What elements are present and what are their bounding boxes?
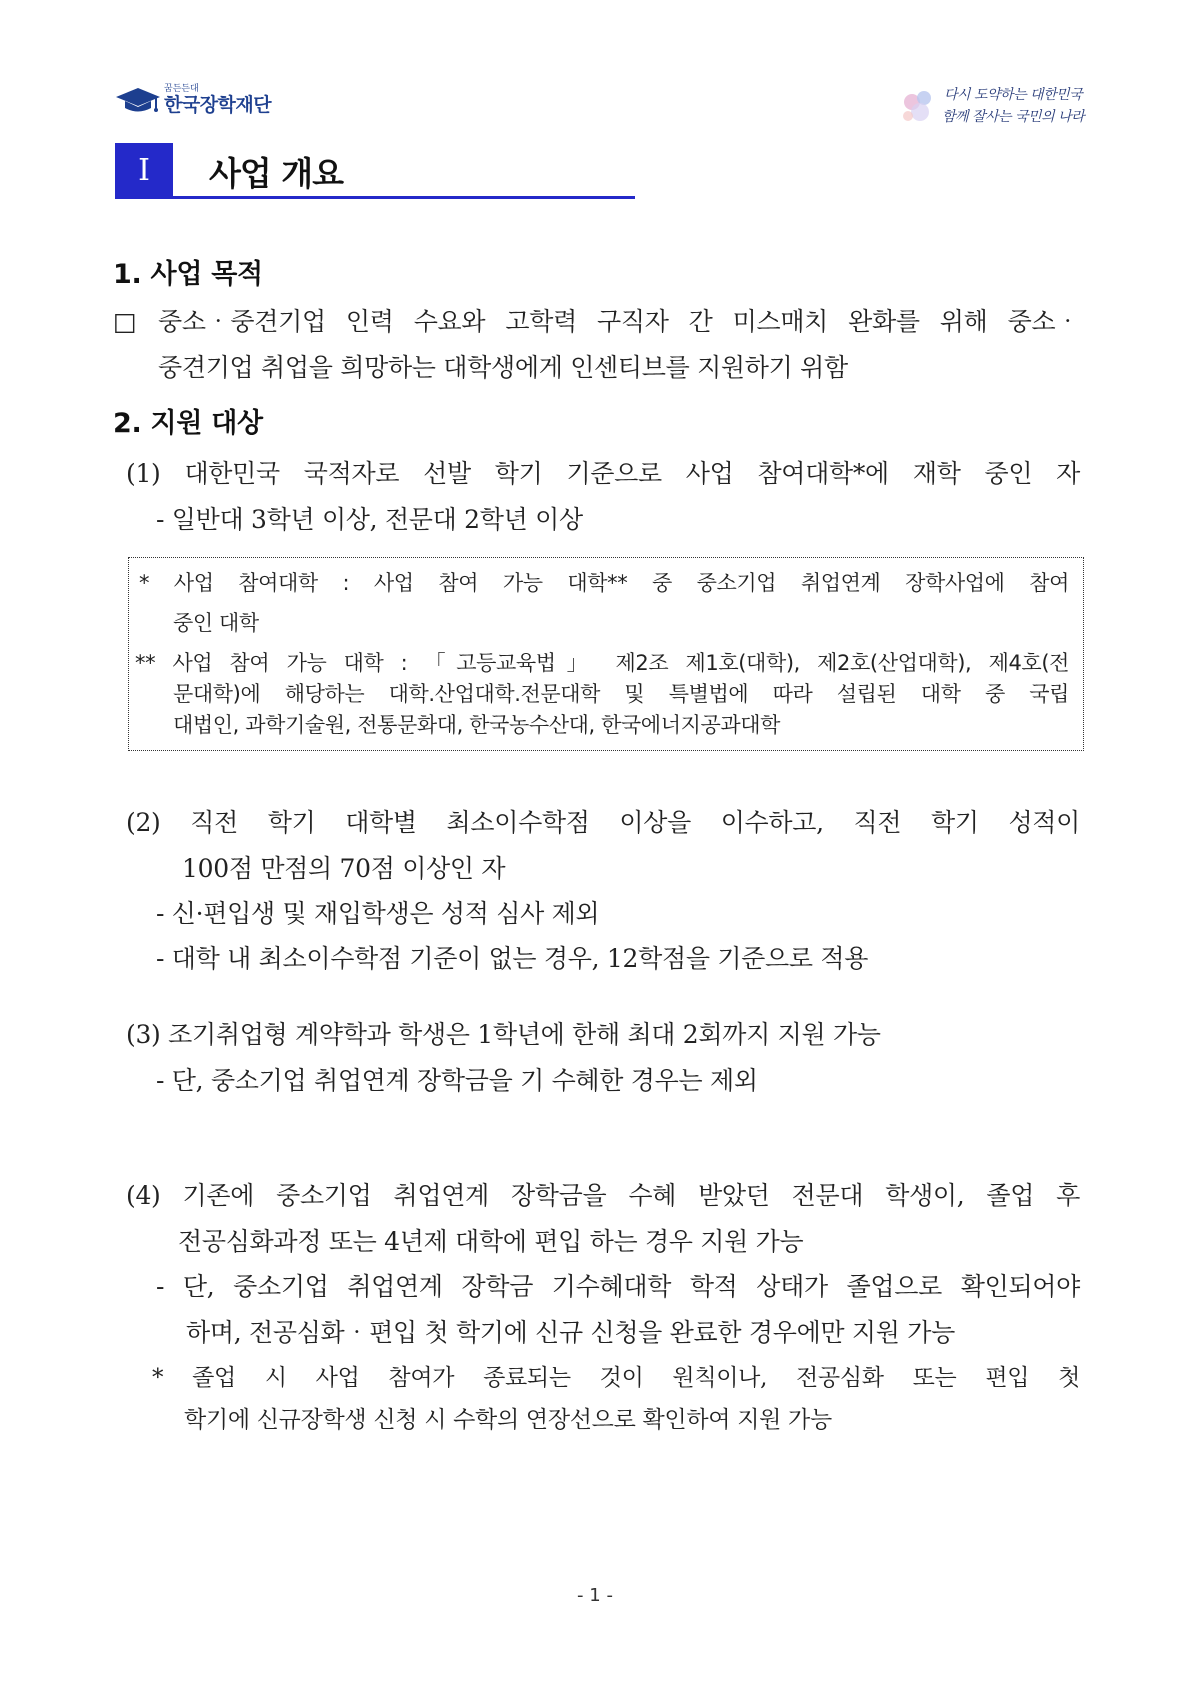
target-item-4-line-2: 전공심화과정 또는 4년제 대학에 편입 하는 경우 지원 가능 [178, 1227, 804, 1256]
target-item-4-line-4: 하며, 전공심화‧편입 첫 학기에 신규 신청을 완료한 경우에만 지원 가능 [186, 1318, 955, 1347]
footnote-1-line-1: * 사업 참여대학 : 사업 참여 가능 대학** 중 중소기업 취업연계 장학사업에 참여 [139, 571, 1069, 595]
logo-name: 한국장학재단 [164, 94, 272, 116]
page-number: - 1 - [577, 1585, 613, 1606]
target-item-2-line-2: 100점 만점의 70점 이상인 자 [182, 854, 506, 883]
target-item-2-line-3: - 신·편입생 및 재입학생은 성적 심사 제외 [156, 899, 600, 928]
target-item-4-note-2: 학기에 신규장학생 신청 시 수학의 연장선으로 확인하여 지원 가능 [184, 1407, 832, 1433]
purpose-heading: 1. 사업 목적 [113, 259, 263, 290]
section-number: I [115, 143, 173, 197]
footnote-2-line-2: 문대학)에 해당하는 대학.산업대학.전문대학 및 특별법에 따라 설립된 대학 중 국립 [173, 682, 1069, 706]
target-item-2-line-4: - 대학 내 최소이수학점 기준이 없는 경우, 12학점을 기준으로 적용 [156, 944, 869, 973]
target-heading: 2. 지원 대상 [113, 408, 263, 439]
target-item-4-note-1: * 졸업 시 사업 참여가 종료되는 것이 원칙이나, 전공심화 또는 편입 첫 [152, 1365, 1080, 1391]
footnote-box [128, 557, 1084, 751]
target-item-2-line-1: (2) 직전 학기 대학별 최소이수학점 이상을 이수하고, 직전 학기 성적이 [126, 808, 1080, 837]
slogan-emblem-icon [900, 86, 940, 130]
target-item-3-line-1: (3) 조기취업형 계약학과 학생은 1학년에 한해 최대 2회까지 지원 가능 [126, 1020, 881, 1049]
slogan-line-2: 함께 잘사는 국민의 나라 [942, 109, 1085, 125]
government-slogan [900, 82, 1090, 132]
kosaf-logo [116, 84, 271, 116]
footnote-1-line-2: 중인 대학 [173, 611, 259, 635]
target-item-1-line-2: - 일반대 3학년 이상, 전문대 2학년 이상 [156, 505, 583, 534]
slogan-line-1: 다시 도약하는 대한민국 [944, 87, 1083, 103]
target-item-3-line-2: - 단, 중소기업 취업연계 장학금을 기 수혜한 경우는 제외 [156, 1066, 758, 1095]
section-title [115, 143, 635, 199]
section-heading: 사업 개요 [209, 154, 344, 193]
page-header [0, 0, 1190, 140]
section-underline [115, 196, 635, 199]
checkbox-bullet-icon: □ [113, 307, 137, 336]
footnote-2-line-3: 대법인, 과학기술원, 전통문화대, 한국농수산대, 한국에너지공과대학 [173, 713, 781, 737]
graduation-cap-icon [116, 85, 160, 115]
logo-tagline: 꿈든든대 [164, 84, 199, 94]
purpose-text-line-1: 중소‧중견기업 인력 수요와 고학력 구직자 간 미스매치 완화를 위해 중소‧ [158, 307, 1080, 336]
target-item-4-line-1: (4) 기존에 중소기업 취업연계 장학금을 수혜 받았던 전문대 학생이, 졸업 후 [126, 1181, 1080, 1210]
purpose-text-line-2: 중견기업 취업을 희망하는 대학생에게 인센티브를 지원하기 위함 [158, 353, 848, 382]
target-item-1-line-1: (1) 대한민국 국적자로 선발 학기 기준으로 사업 참여대학*에 재학 중인 자 [126, 459, 1080, 488]
target-item-4-line-3: - 단, 중소기업 취업연계 장학금 기수혜대학 학적 상태가 졸업으로 확인되어야 [156, 1272, 1080, 1301]
footnote-2-line-1: ** 사업 참여 가능 대학 : 「고등교육법」 제2조 제1호(대학), 제2호(산업대학), 제4호(전 [135, 651, 1069, 675]
